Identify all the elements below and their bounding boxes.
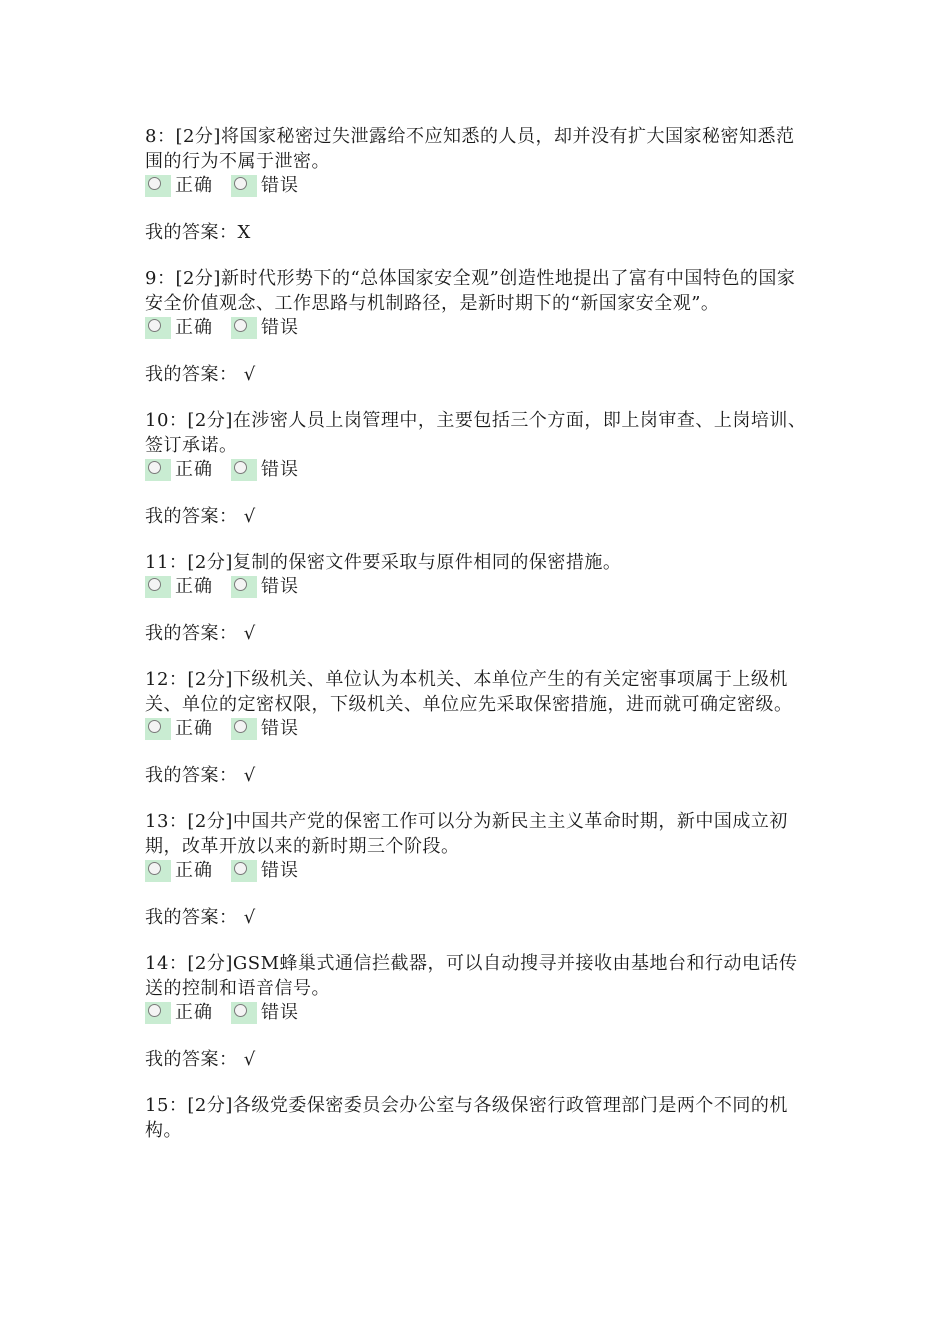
option-label: 错误 — [261, 860, 299, 881]
my-answer — [145, 220, 810, 245]
question-text: 9：[2分]新时代形势下的“总体国家安全观”创造性地提出了富有中国特色的国家安全价值观念、工作思路与机制路径，是新时期下的“新国家安全观”。 — [145, 268, 796, 314]
radio-button-icon[interactable] — [145, 175, 171, 197]
answer-options — [145, 458, 810, 482]
option-label: 错误 — [261, 459, 299, 480]
radio-button-icon[interactable] — [231, 860, 257, 882]
question-text: 12：[2分]下级机关、单位认为本机关、本单位产生的有关定密事项属于上级机关、单位的定密权限，下级机关、单位应先采取保密措施，进而就可确定密级。 — [145, 669, 793, 715]
option-label: 正确 — [175, 718, 213, 739]
option-label: 正确 — [175, 175, 213, 196]
answer-options — [145, 859, 810, 883]
option-label: 正确 — [175, 317, 213, 338]
answer-value: √ — [237, 1049, 256, 1070]
answer-value: X — [237, 222, 251, 243]
question-text: 14：[2分]GSM蜂巢式通信拦截器，可以自动搜寻并接收由基地台和行动电话传送的控制和语音信号。 — [145, 953, 798, 999]
option-label: 错误 — [261, 1002, 299, 1023]
answer-label: 我的答案： — [145, 364, 238, 385]
question-13 — [145, 809, 810, 930]
answer-options — [145, 717, 810, 741]
option-correct[interactable] — [145, 575, 213, 599]
answer-label: 我的答案： — [145, 623, 238, 644]
radio-button-icon[interactable] — [145, 576, 171, 598]
option-wrong[interactable] — [231, 1001, 299, 1025]
radio-button-icon[interactable] — [231, 718, 257, 740]
option-label: 错误 — [261, 576, 299, 597]
answer-value: √ — [237, 623, 256, 644]
radio-button-icon[interactable] — [145, 1002, 171, 1024]
answer-options — [145, 575, 810, 599]
question-text: 15：[2分]各级党委保密委员会办公室与各级保密行政管理部门是两个不同的机构。 — [145, 1095, 788, 1141]
radio-button-icon[interactable] — [231, 576, 257, 598]
radio-button-icon[interactable] — [145, 317, 171, 339]
option-label: 正确 — [175, 860, 213, 881]
option-label: 正确 — [175, 1002, 213, 1023]
my-answer — [145, 362, 810, 387]
option-label: 错误 — [261, 175, 299, 196]
radio-button-icon[interactable] — [231, 175, 257, 197]
question-text: 13：[2分]中国共产党的保密工作可以分为新民主主义革命时期，新中国成立初期，改革开放以来的新时期三个阶段。 — [145, 811, 788, 857]
option-label: 正确 — [175, 459, 213, 480]
my-answer — [145, 621, 810, 646]
answer-label: 我的答案： — [145, 1049, 238, 1070]
option-correct[interactable] — [145, 859, 213, 883]
question-12 — [145, 667, 810, 788]
answer-value: √ — [237, 907, 256, 928]
answer-label: 我的答案： — [145, 907, 238, 928]
question-text: 10：[2分]在涉密人员上岗管理中，主要包括三个方面，即上岗审查、上岗培训、签订承诺。 — [145, 410, 807, 456]
answer-options — [145, 174, 810, 198]
option-wrong[interactable] — [231, 859, 299, 883]
option-wrong[interactable] — [231, 575, 299, 599]
radio-button-icon[interactable] — [231, 317, 257, 339]
answer-options — [145, 316, 810, 340]
option-label: 正确 — [175, 576, 213, 597]
answer-label: 我的答案： — [145, 506, 238, 527]
option-correct[interactable] — [145, 717, 213, 741]
option-wrong[interactable] — [231, 316, 299, 340]
option-wrong[interactable] — [231, 717, 299, 741]
option-wrong[interactable] — [231, 458, 299, 482]
option-correct[interactable] — [145, 316, 213, 340]
option-correct[interactable] — [145, 1001, 213, 1025]
option-wrong[interactable] — [231, 174, 299, 198]
option-label: 错误 — [261, 718, 299, 739]
answer-value: √ — [237, 765, 256, 786]
my-answer — [145, 763, 810, 788]
radio-button-icon[interactable] — [231, 1002, 257, 1024]
my-answer — [145, 504, 810, 529]
answer-options — [145, 1001, 810, 1025]
answer-value: √ — [237, 506, 256, 527]
radio-button-icon[interactable] — [145, 718, 171, 740]
question-text: 11：[2分]复制的保密文件要采取与原件相同的保密措施。 — [145, 552, 622, 573]
my-answer — [145, 1047, 810, 1072]
question-text: 8：[2分]将国家秘密过失泄露给不应知悉的人员，却并没有扩大国家秘密知悉范围的行为不属于泄密。 — [145, 126, 795, 172]
question-9 — [145, 266, 810, 387]
radio-button-icon[interactable] — [145, 860, 171, 882]
question-8 — [145, 124, 810, 245]
option-label: 错误 — [261, 317, 299, 338]
my-answer — [145, 905, 810, 930]
radio-button-icon[interactable] — [145, 459, 171, 481]
answer-value: √ — [237, 364, 256, 385]
question-10 — [145, 408, 810, 529]
option-correct[interactable] — [145, 458, 213, 482]
answer-label: 我的答案： — [145, 765, 238, 786]
answer-label: 我的答案： — [145, 222, 238, 243]
question-11 — [145, 550, 810, 646]
option-correct[interactable] — [145, 174, 213, 198]
radio-button-icon[interactable] — [231, 459, 257, 481]
question-14 — [145, 951, 810, 1072]
question-15 — [145, 1093, 810, 1143]
